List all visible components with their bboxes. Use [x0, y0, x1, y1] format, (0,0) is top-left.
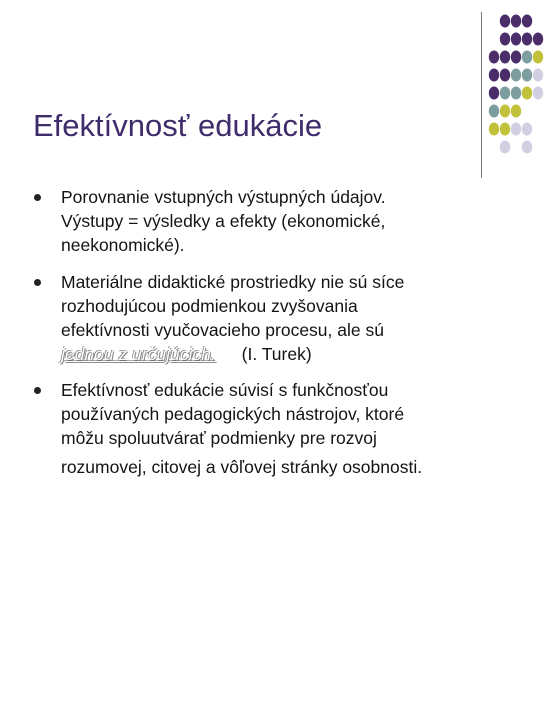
decorative-dot-lavender [522, 141, 532, 154]
decorative-dot-olive [500, 123, 510, 136]
decorative-dot-lavender [533, 87, 543, 100]
decorative-dot-purple [511, 51, 521, 64]
decorative-dot-olive [489, 123, 499, 136]
decorative-dot-purple [511, 33, 521, 46]
bullet-2-line-2: rozhodujúcou podmienkou zvyšovania [61, 296, 358, 316]
bullet-1-dot [34, 194, 41, 201]
citation: (I. Turek) [241, 344, 312, 364]
decorative-dot-purple [500, 33, 510, 46]
decorative-dot-purple [533, 33, 543, 46]
emphasized-phrase: jednou z určujúcich. [61, 344, 216, 364]
decorative-dot-olive [522, 87, 532, 100]
bullet-3-line-3: môžu spoluutvárať podmienky pre rozvoj [61, 428, 377, 448]
bullet-3-line-2: používaných pedagogických nástrojov, ktoré [61, 404, 405, 424]
bullet-3-line-1: Efektívnosť edukácie súvisí s funkčnosťou [61, 380, 389, 400]
bullet-1-line-1: Porovnanie vstupných výstupných údajov. [61, 187, 386, 207]
decorative-dot-purple [522, 15, 532, 28]
bullet-3-dot [34, 387, 41, 394]
decorative-dot-olive [533, 51, 543, 64]
decorative-dot-purple [500, 51, 510, 64]
decorative-dot-purple [489, 51, 499, 64]
decorative-dot-teal [511, 87, 521, 100]
decorative-dot-lavender [522, 123, 532, 136]
decorative-dot-lavender [533, 69, 543, 82]
decorative-dot-purple [489, 87, 499, 100]
decorative-dot-teal [522, 51, 532, 64]
bullet-3-line-4: rozumovej, citovej a vôľovej stránky osobnosti. [61, 457, 423, 477]
decorative-dot-teal [489, 105, 499, 118]
bullet-1-line-3: neekonomické). [61, 235, 185, 255]
decorative-dot-lavender [511, 123, 521, 136]
decorative-dot-lavender [500, 141, 510, 154]
bullet-2-line-4 [61, 343, 312, 367]
decorative-dot-olive [511, 105, 521, 118]
bullet-1-line-2: Výstupy = výsledky a efekty (ekonomické, [61, 211, 386, 231]
decorative-dot-purple [522, 33, 532, 46]
decorative-vertical-line [481, 12, 482, 178]
bullet-2-line-1: Materiálne didaktické prostriedky nie sú síce [61, 272, 405, 292]
decorative-dot-teal [500, 87, 510, 100]
slide-title: Efektívnosť edukácie [33, 108, 323, 143]
decorative-dot-teal [511, 69, 521, 82]
decorative-dot-purple [511, 15, 521, 28]
decorative-dot-teal [522, 69, 532, 82]
decorative-dot-olive [500, 105, 510, 118]
bullet-2-line-3: efektívnosti vyučovacieho procesu, ale sú [61, 320, 384, 340]
bullet-2-dot [34, 279, 41, 286]
decorative-dot-purple [500, 15, 510, 28]
decorative-dot-purple [500, 69, 510, 82]
decorative-dot-purple [489, 69, 499, 82]
